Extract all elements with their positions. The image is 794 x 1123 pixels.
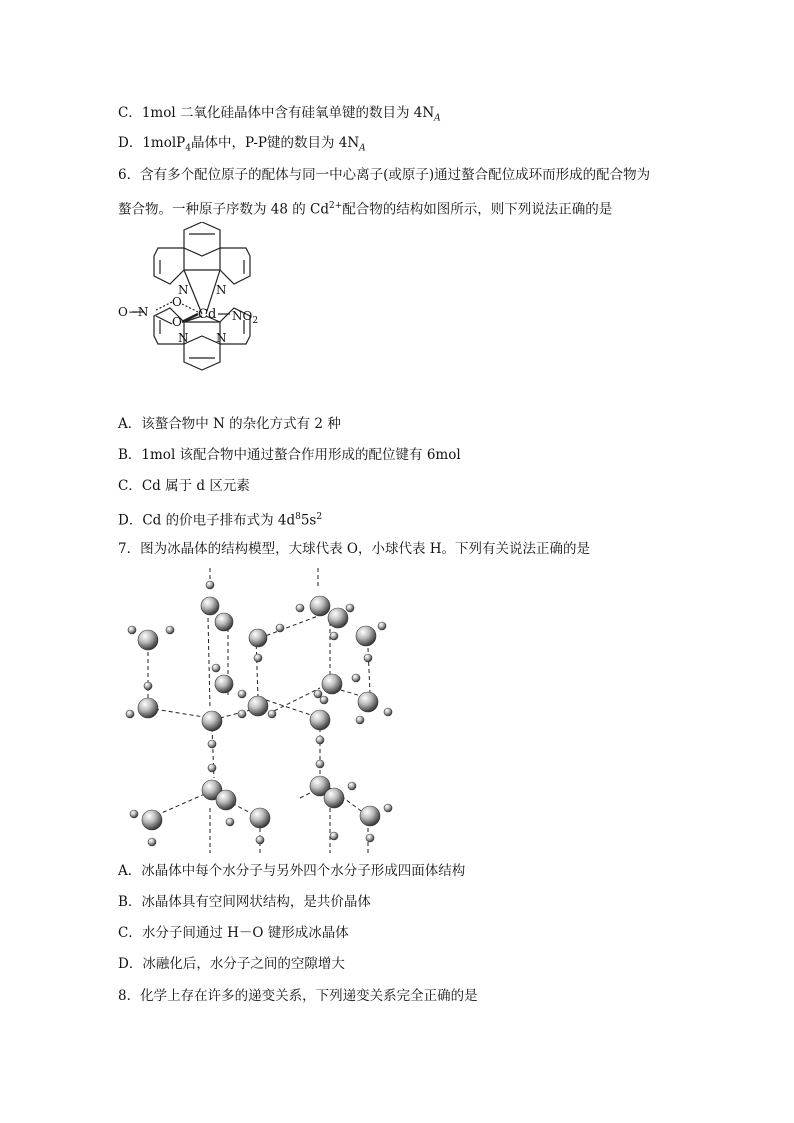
o-atom-label: O	[172, 315, 182, 329]
cd-atom-label: Cd	[198, 307, 217, 322]
option-6a: A．该螯合物中 N 的杂化方式有 2 种	[118, 416, 341, 432]
option-5d: D．1molP$_4$晶体中，P-P键的数目为 $4N_A$	[118, 135, 366, 154]
option-5c: C．1mol 二氧化硅晶体中含有硅氧单键的数目为 $4N_A$	[118, 105, 441, 124]
option-6b: B．1mol 该配合物中通过螯合作用形成的配位键有 6mol	[118, 447, 461, 463]
option-7d: D．冰融化后，水分子之间的空隙增大	[118, 956, 345, 972]
option-6d: D．Cd 的价电子排布式为 $4d^85s^2$	[118, 512, 323, 529]
n-atom-label: N	[178, 331, 189, 345]
question-7-stem: 7．图为冰晶体的结构模型，大球代表 O，小球代表 H。下列有关说法正确的是	[118, 541, 591, 557]
option-7c: C．水分子间通过 H－O 键形成冰晶体	[118, 925, 349, 941]
n-atom-label: N	[178, 283, 189, 297]
question-6-stem-line1: 6．含有多个配位原子的配体与同一中心离子(或原子)通过螯合配位成环而形成的配合物为	[118, 167, 651, 183]
no2-label: $NO_2$	[232, 309, 259, 326]
question-8-stem: 8．化学上存在许多的递变关系，下列递变关系完全正确的是	[118, 988, 478, 1004]
question-6-stem-line2: 螯合物。一种原子序数为 48 的 $Cd^{2+}$配合物的结构如图所示，则下列说法正确的是	[118, 201, 613, 218]
option-6c: C．Cd 属于 d 区元素	[118, 478, 250, 494]
o-n-label: O−N	[118, 305, 149, 319]
n-atom-label: N	[216, 331, 227, 345]
n-atom-label: N	[216, 283, 227, 297]
option-7a: A．冰晶体中每个水分子与另外四个水分子形成四面体结构	[118, 863, 466, 879]
o-atom-label: O	[172, 295, 182, 309]
cd-complex-structure-figure	[118, 222, 288, 388]
ice-crystal-structure-figure	[120, 568, 410, 853]
option-7b: B．冰晶体具有空间网状结构，是共价晶体	[118, 894, 371, 910]
